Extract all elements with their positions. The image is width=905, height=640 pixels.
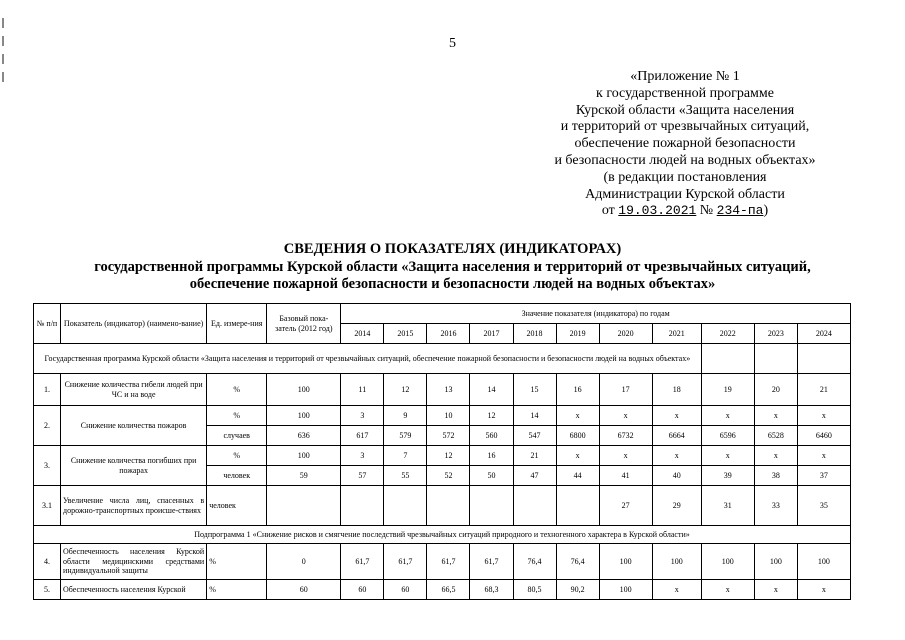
value-cell: x (701, 406, 754, 426)
value-cell: 16 (556, 374, 599, 406)
header-values-by-year: Значение показателя (индикатора) по годам (341, 304, 851, 324)
table-row (34, 374, 851, 406)
value-cell: 55 (384, 466, 427, 486)
appendix-line: обеспечение пожарной безопасности (574, 136, 796, 152)
value-cell: 6596 (701, 426, 754, 446)
value-cell: 61,7 (470, 544, 513, 580)
value-cell: 14 (513, 406, 556, 426)
title-line-1: СВЕДЕНИЯ О ПОКАЗАТЕЛЯХ (ИНДИКАТОРАХ) (283, 241, 622, 257)
value-cell: 50 (470, 466, 513, 486)
value-cell: 61,7 (384, 544, 427, 580)
value-cell: 37 (797, 466, 850, 486)
value-cell: 61,7 (427, 544, 470, 580)
table-row (34, 580, 851, 600)
row-unit: % (207, 580, 267, 600)
value-cell: 11 (341, 374, 384, 406)
value-cell: 40 (652, 466, 701, 486)
value-cell: 617 (341, 426, 384, 446)
appendix-line: к государственной программе (596, 85, 774, 101)
header-num: № п/п (34, 304, 61, 344)
value-cell: 15 (513, 374, 556, 406)
row-base: 636 (267, 426, 341, 446)
value-cell: 6664 (652, 426, 701, 446)
value-cell: 66,5 (427, 580, 470, 600)
value-cell: 35 (797, 486, 850, 526)
row-unit: % (207, 544, 267, 580)
row-num: 1. (34, 374, 61, 406)
row-indicator: Обеспеченность населения Курской (61, 580, 207, 600)
value-cell: 579 (384, 426, 427, 446)
header-year: 2022 (701, 324, 754, 344)
row-unit: % (207, 406, 267, 426)
row-indicator: Снижение количества гибели людей при ЧС и на воде (61, 374, 207, 406)
header-unit: Ед. измере-ния (207, 304, 267, 344)
row-unit: случаев (207, 426, 267, 446)
section-program: Государственная программа Курской области «Защита населения и территорий от чрезвычайных ситуаций, обеспечение пожарной безопасности и безопасности людей на водных объектах» (34, 344, 702, 374)
value-cell: 10 (427, 406, 470, 426)
value-cell: 33 (754, 486, 797, 526)
title-line-2: государственной программы Курской области «Защита населения и территорий от чрезвычайных ситуаций, (94, 258, 811, 275)
value-cell: x (754, 406, 797, 426)
header-year: 2023 (754, 324, 797, 344)
value-cell: 100 (599, 544, 652, 580)
value-cell: x (599, 446, 652, 466)
appendix-block (520, 69, 850, 220)
row-unit: % (207, 374, 267, 406)
header-year: 2015 (384, 324, 427, 344)
value-cell: 3 (341, 406, 384, 426)
value-cell: 100 (701, 544, 754, 580)
appendix-line: Курской области «Защита населения (575, 102, 795, 118)
value-cell: x (797, 446, 850, 466)
value-cell: 21 (797, 374, 850, 406)
number-value: 234-па (716, 203, 764, 219)
value-cell (384, 486, 427, 526)
value-cell: 44 (556, 466, 599, 486)
row-num: 3. (34, 446, 61, 486)
table-row (34, 446, 851, 466)
value-cell (427, 486, 470, 526)
row-indicator: Обеспеченность населения Курской области медицинскими средствами индивидуальной защиты (61, 544, 207, 580)
value-cell (556, 486, 599, 526)
value-cell: 20 (754, 374, 797, 406)
date-prefix: от (601, 203, 615, 219)
value-cell: 57 (341, 466, 384, 486)
row-base (267, 486, 341, 526)
appendix-line: и безопасности людей на водных объектах» (554, 152, 816, 168)
row-num: 4. (34, 544, 61, 580)
number-prefix: № (699, 203, 714, 219)
page-number: 5 (449, 36, 456, 51)
value-cell: 572 (427, 426, 470, 446)
closing-paren: ) (763, 203, 769, 219)
header-year: 2020 (599, 324, 652, 344)
appendix-line: и территорий от чрезвычайных ситуаций, (560, 119, 810, 135)
row-indicator: Снижение количества погибших при пожарах (61, 446, 207, 486)
row-base: 100 (267, 374, 341, 406)
value-cell: 76,4 (556, 544, 599, 580)
value-cell (341, 486, 384, 526)
document-title (0, 241, 905, 294)
value-cell: 100 (652, 544, 701, 580)
header-year: 2018 (513, 324, 556, 344)
row-unit: человек (207, 486, 267, 526)
section-subprogram-1: Подпрограмма 1 «Снижение рисков и смягчение последствий чрезвычайных ситуаций природного и техногенного характера в Курской области» (34, 526, 851, 544)
value-cell: 17 (599, 374, 652, 406)
value-cell: 12 (470, 406, 513, 426)
value-cell: 12 (384, 374, 427, 406)
value-cell: 41 (599, 466, 652, 486)
value-cell: 560 (470, 426, 513, 446)
row-unit: человек (207, 466, 267, 486)
value-cell: 90,2 (556, 580, 599, 600)
title-line-3: обеспечение пожарной безопасности и безопасности людей на водных объектах» (189, 276, 716, 292)
appendix-date-line (520, 203, 850, 220)
value-cell: 13 (427, 374, 470, 406)
header-year: 2021 (652, 324, 701, 344)
row-indicator: Увеличение числа лиц, спасенных в дорожно-транспортных происше-ствиях (61, 486, 207, 526)
value-cell: x (599, 406, 652, 426)
value-cell: 38 (754, 466, 797, 486)
value-cell (513, 486, 556, 526)
value-cell: 18 (652, 374, 701, 406)
value-cell: 547 (513, 426, 556, 446)
value-cell: 100 (797, 544, 850, 580)
header-year: 2017 (470, 324, 513, 344)
value-cell: 60 (384, 580, 427, 600)
value-cell: 6732 (599, 426, 652, 446)
value-cell: 9 (384, 406, 427, 426)
row-num: 2. (34, 406, 61, 446)
row-base: 100 (267, 406, 341, 426)
value-cell: x (556, 446, 599, 466)
value-cell: 16 (470, 446, 513, 466)
indicators-table (33, 303, 851, 600)
appendix-line: (в редакции постановления (603, 169, 767, 185)
value-cell: x (652, 446, 701, 466)
row-num: 3.1 (34, 486, 61, 526)
value-cell: x (556, 406, 599, 426)
row-unit: % (207, 446, 267, 466)
value-cell: 76,4 (513, 544, 556, 580)
row-base: 60 (267, 580, 341, 600)
value-cell: 27 (599, 486, 652, 526)
value-cell: 6800 (556, 426, 599, 446)
value-cell (470, 486, 513, 526)
value-cell: 3 (341, 446, 384, 466)
value-cell: x (701, 580, 754, 600)
value-cell: 52 (427, 466, 470, 486)
value-cell: 31 (701, 486, 754, 526)
row-base: 59 (267, 466, 341, 486)
value-cell: x (701, 446, 754, 466)
row-indicator: Снижение количества пожаров (61, 406, 207, 446)
row-base: 0 (267, 544, 341, 580)
value-cell: 29 (652, 486, 701, 526)
table-row (34, 544, 851, 580)
appendix-line: Администрации Курской области (585, 186, 785, 202)
header-year: 2024 (797, 324, 850, 344)
date-value: 19.03.2021 (618, 203, 697, 219)
value-cell: x (797, 580, 850, 600)
value-cell: 68,3 (470, 580, 513, 600)
value-cell: x (652, 580, 701, 600)
row-base: 100 (267, 446, 341, 466)
value-cell: 80,5 (513, 580, 556, 600)
table-row (34, 406, 851, 426)
value-cell: 39 (701, 466, 754, 486)
header-year: 2019 (556, 324, 599, 344)
value-cell: 61,7 (341, 544, 384, 580)
value-cell: 6528 (754, 426, 797, 446)
header-year: 2016 (427, 324, 470, 344)
value-cell: 60 (341, 580, 384, 600)
value-cell: x (754, 580, 797, 600)
header-year: 2014 (341, 324, 384, 344)
header-indicator: Показатель (индикатор) (наимено-вание) (61, 304, 207, 344)
value-cell: 7 (384, 446, 427, 466)
value-cell: x (652, 406, 701, 426)
table-row (34, 486, 851, 526)
row-num: 5. (34, 580, 61, 600)
value-cell: 100 (599, 580, 652, 600)
appendix-line: «Приложение № 1 (630, 69, 740, 84)
value-cell: 21 (513, 446, 556, 466)
margin-marks (0, 18, 6, 98)
value-cell: x (797, 406, 850, 426)
value-cell: 47 (513, 466, 556, 486)
header-base: Базовый пока-затель (2012 год) (267, 304, 341, 344)
value-cell: 14 (470, 374, 513, 406)
value-cell: x (754, 446, 797, 466)
value-cell: 19 (701, 374, 754, 406)
value-cell: 6460 (797, 426, 850, 446)
value-cell: 100 (754, 544, 797, 580)
value-cell: 12 (427, 446, 470, 466)
